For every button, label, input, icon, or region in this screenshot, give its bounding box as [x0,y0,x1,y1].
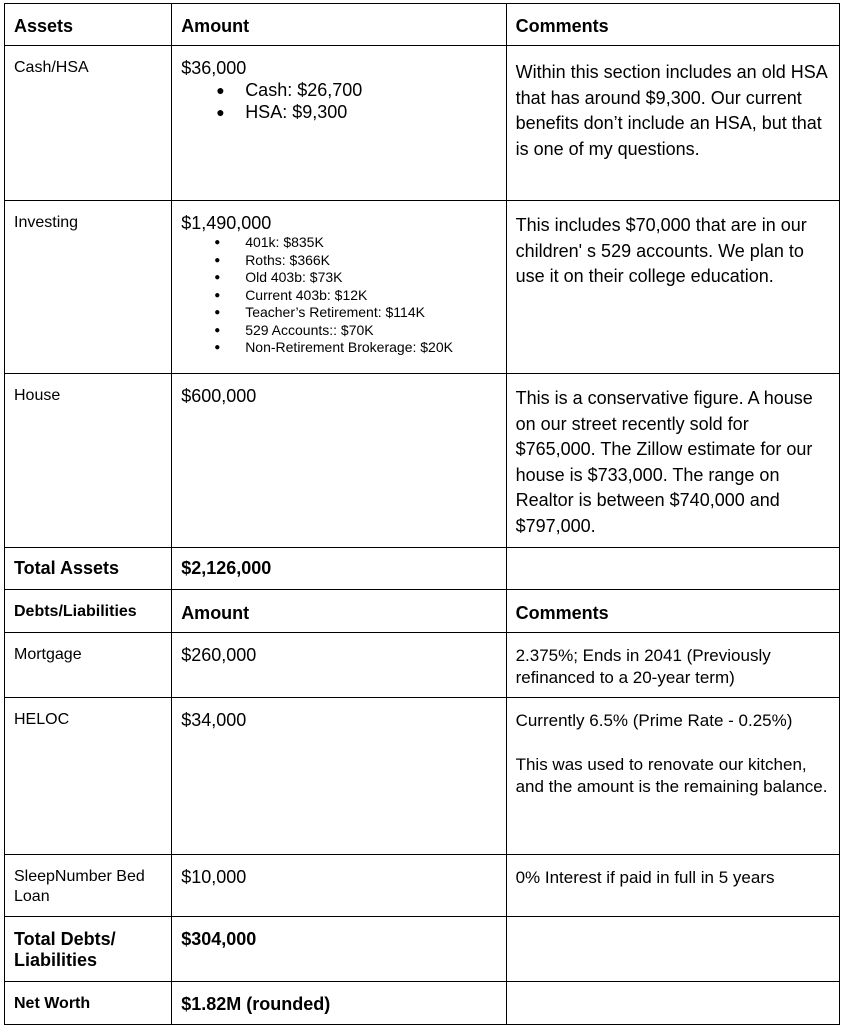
list-item: ● 529 Accounts:: $70K [181,322,497,340]
table-row [5,374,840,548]
assets-header-amount: Amount [181,16,250,36]
row-amount: $10,000 [181,867,247,887]
row-label: Cash/HSA [14,59,89,76]
total-assets-row [5,548,840,590]
row-comment-detail: This was used to renovate our kitchen, and the amount is the remaining balance. [515,755,828,796]
breakdown-list [181,234,497,357]
row-comment: 0% Interest if paid in full in 5 years [515,868,775,887]
row-comment: Currently 6.5% (Prime Rate - 0.25%) [515,711,793,730]
assets-header-comments: Comments [515,16,609,36]
debts-header-amount: Amount [181,603,250,623]
list-item: ● Non-Retirement Brokerage: $20K [181,339,497,357]
total-assets-amount: $2,126,000 [181,558,272,578]
row-label: House [14,387,61,404]
table-row [5,46,840,201]
assets-header-label: Assets [14,16,74,36]
list-item: ● 401k: $835K [181,234,497,252]
total-debts-row [5,917,840,982]
net-worth-table [4,3,840,1025]
row-label: SleepNumber Bed Loan [14,868,145,905]
table-row [5,698,840,855]
row-amount: $36,000 [181,58,247,78]
row-amount: $600,000 [181,386,257,406]
row-comment: This is a conservative figure. A house on our street recently sold for $765,000. The Zillow estimate for our house is $733,000. The range on Realtor is between $740,000 and $797,000. [515,388,813,536]
debts-header-row [5,590,840,633]
total-debts-label: Total Debts/ Liabilities [14,929,116,970]
net-worth-label: Net Worth [14,995,91,1012]
table-row [5,201,840,374]
row-comment: Within this section includes an old HSA that has around $9,300. Our current benefits don’t include an HSA, but that is one of my questions. [515,62,827,159]
row-label: HELOC [14,711,70,728]
row-amount: $34,000 [181,710,247,730]
net-worth-amount: $1.82M (rounded) [181,994,331,1014]
row-amount: $260,000 [181,645,257,665]
list-item: ● Cash: $26,700 [181,79,497,101]
row-label: Investing [14,214,79,231]
net-worth-row [5,982,840,1025]
breakdown-list [181,79,497,123]
row-comment: This includes $70,000 that are in our children' s 529 accounts. We plan to use it on their college education. [515,215,807,286]
total-debts-amount: $304,000 [181,929,257,949]
row-label: Mortgage [14,646,82,663]
debts-header-label: Debts/Liabilities [14,603,137,620]
assets-header-row [5,4,840,46]
row-comment: 2.375%; Ends in 2041 (Previously refinanced to a 20-year term) [515,646,771,687]
list-item: ● Teacher’s Retirement: $114K [181,304,497,322]
list-item: ● Current 403b: $12K [181,287,497,305]
list-item: ● Roths: $366K [181,252,497,270]
list-item: ● Old 403b: $73K [181,269,497,287]
table-row [5,633,840,698]
row-amount: $1,490,000 [181,213,272,233]
debts-header-comments: Comments [515,603,609,623]
total-assets-label: Total Assets [14,558,120,578]
list-item: ● HSA: $9,300 [181,101,497,123]
table-row [5,855,840,917]
